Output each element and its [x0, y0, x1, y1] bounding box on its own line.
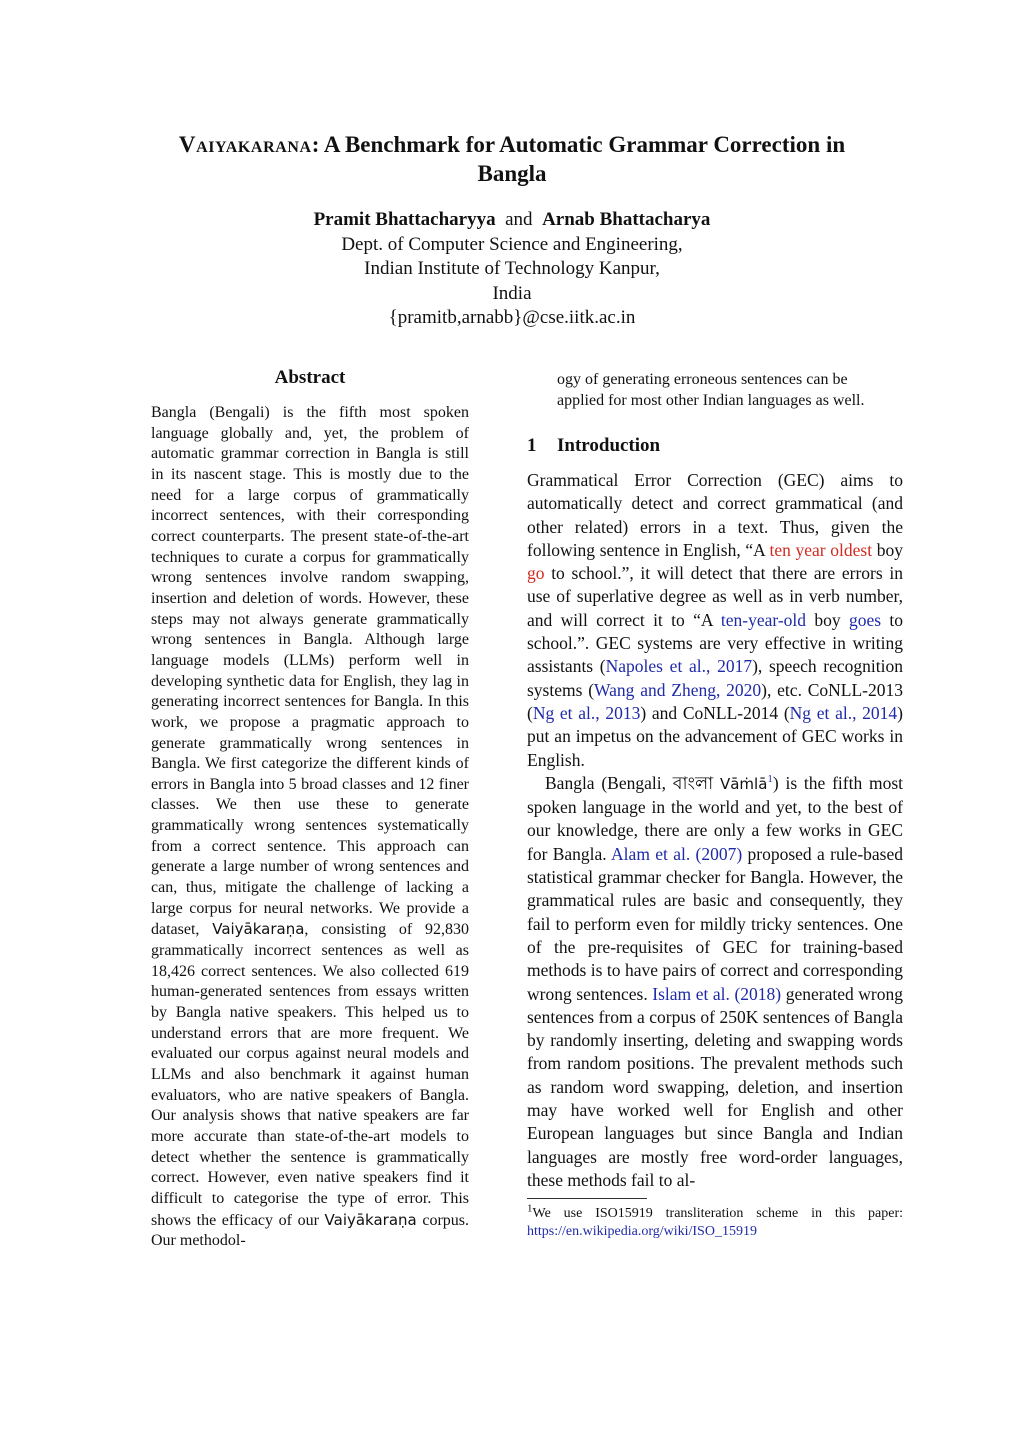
affiliation-country: India — [492, 282, 532, 304]
text-run: proposed a rule-based statistical grammar checker for Bangla. However, the grammatical rules are basic and consequently, they fail to perform even for mildly tricky sentences. One of the pre-requisites of GEC for training-based methods is to have pairs of correct and corresponding wrong sentences. — [527, 843, 903, 1004]
footnote — [527, 1202, 903, 1241]
citation-link[interactable]: Napoles et al., 2017 — [605, 656, 753, 677]
author-2: Arnab Bhattacharya — [542, 209, 711, 230]
error-example-1: ten year oldest — [769, 539, 873, 560]
text-run: ), etc. CoNLL-2013 ( — [527, 679, 904, 723]
citation-link[interactable]: Islam et al. (2018) — [652, 983, 782, 1004]
abstract-part-3: corpus. Our methodol- — [151, 1211, 470, 1250]
abstract-continuation: ogy of generating erroneous sentences can be applied for most other Indian languages as well. — [557, 371, 865, 409]
footnote-text: We use ISO15919 transliteration scheme in this paper: — [532, 1206, 903, 1222]
correction-example-2: goes — [848, 609, 882, 630]
introduction-body — [527, 469, 903, 1192]
abstract-heading: Abstract — [274, 367, 346, 388]
bangla-script: বাংলা — [672, 772, 714, 793]
text-run: to school.”, it will detect that there are errors in use of superlative degree as well as in verb number, and will correct it to “A — [527, 563, 903, 630]
correction-example-1: ten-year-old — [720, 609, 807, 630]
affiliation-dept: Dept. of Computer Science and Engineering, — [341, 233, 683, 255]
right-column — [527, 370, 903, 1241]
intro-paragraph-2 — [527, 772, 903, 1192]
error-example-2: go — [527, 563, 545, 584]
text-run: Bangla (Bengali, — [545, 772, 673, 793]
text-run: ) and CoNLL-2014 ( — [640, 702, 790, 723]
transliteration: Vāṁlā — [719, 774, 768, 793]
abstract-text — [151, 403, 469, 1252]
dataset-name-2: Vaiyākaraṇa — [324, 1210, 417, 1229]
paper-title — [0, 130, 1024, 188]
text-run: generated wrong sentences from a corpus of 250K sentences of Bangla by randomly inserting, deleting and swapping words from random positions. The prevalent methods such as random word swapping, deletion, and insertion may have worked well for English and other European languages but since Bangla and Indian languages are mostly free word-order languages, these methods fail to al- — [527, 983, 903, 1190]
footnote-number: 1 — [527, 1202, 533, 1215]
abstract-part-2: , consisting of 92,830 grammatically incorrect sentences as well as 18,426 correct sentences. We also collected 619 human-generated sentences from essays written by Bangla native speakers. This helped us to understand errors that are more frequent. We evaluated our corpus against neural models and LLMs and also benchmark it against human evaluators, who are native speakers of Bangla. Our analysis shows that native speakers are far more accurate than state-of-the-art models to detect whether the sentence is grammatically correct. However, even native speakers find it difficult to categorise the type of error. This shows the efficacy of our — [151, 921, 470, 1229]
title-prefix: Vaiyakarana — [178, 132, 312, 157]
text-run: ) is the fifth most spoken language in the world and yet, to the best of our knowledge, there are only a few works in GEC for Bangla. — [527, 772, 904, 864]
left-column — [151, 367, 469, 1252]
section-heading-introduction — [527, 435, 903, 457]
footnote-divider — [527, 1198, 647, 1199]
citation-link[interactable]: Alam et al. (2007) — [611, 843, 743, 864]
author-1: Pramit Bhattacharyya — [313, 209, 496, 230]
citation-link[interactable]: Ng et al., 2014 — [789, 702, 898, 723]
title-line1: : A Benchmark for Automatic Grammar Correction in — [311, 132, 846, 157]
text-run: to school.”. GEC systems are very effective in writing assistants ( — [527, 609, 903, 677]
affiliation-institute: Indian Institute of Technology Kanpur, — [364, 258, 660, 279]
footnote-url-link[interactable]: https://en.wikipedia.org/wiki/ISO_15919 — [527, 1224, 757, 1240]
footnote-marker[interactable]: 1 — [767, 773, 773, 786]
text-run: boy — [806, 609, 849, 630]
text-run: ), speech recognition systems ( — [527, 656, 903, 700]
author-email: {pramitb,arnabb}@cse.iitk.ac.in — [388, 307, 636, 328]
author-and: and — [505, 209, 533, 230]
author-block — [0, 208, 1024, 331]
citation-link[interactable]: Wang and Zheng, 2020 — [594, 679, 762, 700]
section-title: Introduction — [557, 435, 661, 456]
text-run: Grammatical Error Correction (GEC) aims to automatically detect and correct grammatical (and other related) errors in a text. Thus, given the following sentence in English, “A — [527, 470, 903, 560]
intro-paragraph-1 — [527, 469, 903, 772]
citation-link[interactable]: Ng et al., 2013 — [532, 702, 641, 723]
text-run: ) put an impetus on the advancement of GEC works in English. — [527, 702, 903, 770]
section-number: 1 — [527, 435, 537, 456]
dataset-name: Vaiyākaraṇa — [212, 920, 305, 939]
title-line2: Bangla — [477, 161, 547, 186]
abstract-part-1: Bangla (Bengali) is the fifth most spoken language globally and, yet, the problem of automatic grammar correction in Bangla is still in its nascent stage. This is mostly due to the need for a large corpus of grammatically incorrect sentences, with their corresponding correct counterparts. The present state-of-the-art techniques to curate a corpus for grammatically wrong sentences involve random swapping, insertion and deletion of words. However, these steps may not always generate grammatically wrong sentences in Bangla. Although large language models (LLMs) perform well in developing synthetic data for English, they lag in generating incorrect sentences for Bangla. In this work, we propose a pragmatic approach to generate grammatically wrong sentences in Bangla. We first categorize the different kinds of errors in Bangla into 5 broad classes and 12 finer classes. We then use these to generate grammatically wrong sentences systematically from a correct sentence. This approach can generate a large number of wrong sentences and can, thus, mitigate the challenge of lacking a large corpus for neural networks. We provide a dataset, — [151, 404, 469, 939]
text-run: boy — [872, 539, 903, 560]
